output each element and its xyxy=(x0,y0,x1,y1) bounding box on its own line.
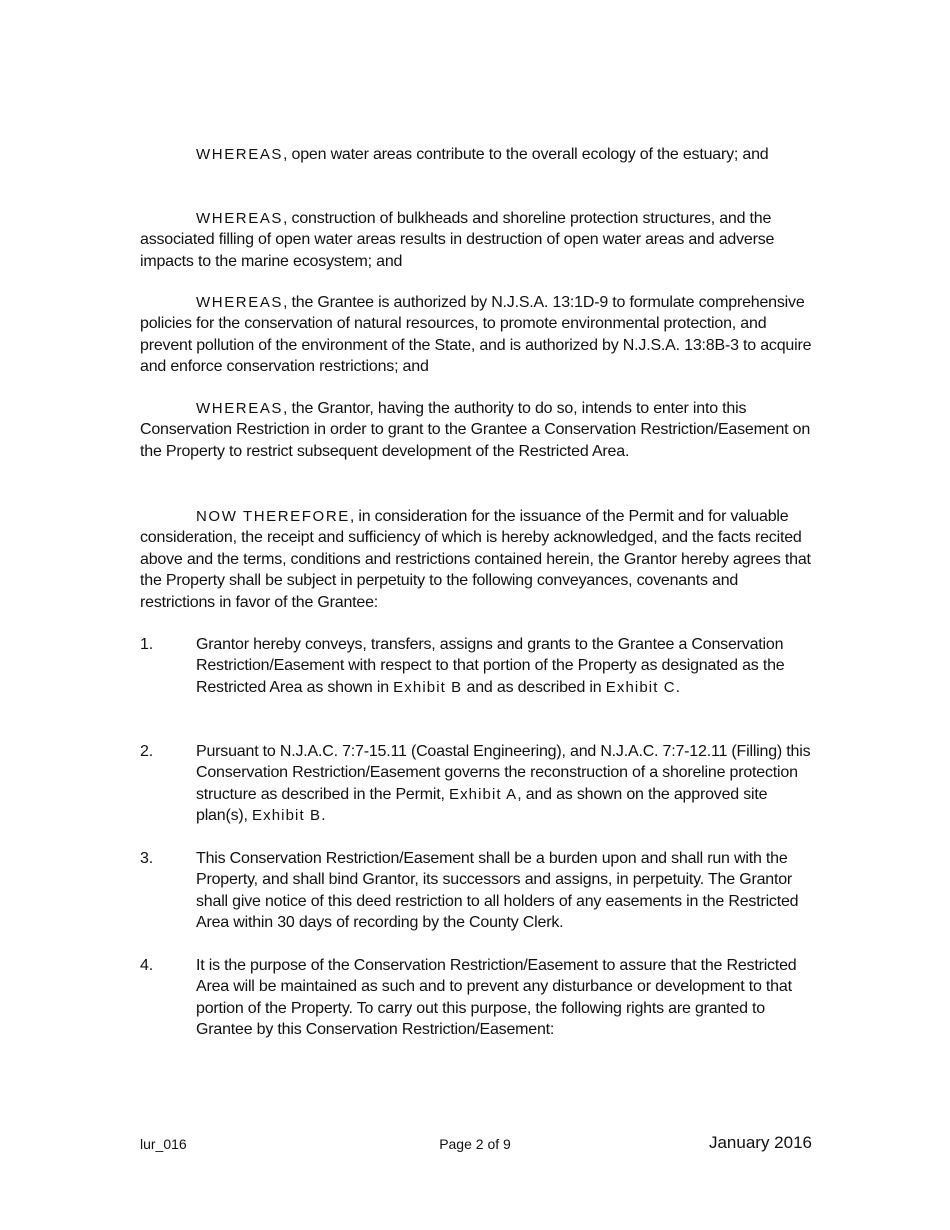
exhibit-reference: Exhibit B xyxy=(393,678,463,696)
paragraph-text: , in consideration for the issuance of the Permit and for valuable consideration, the receipt and sufficiency of which is hereby acknowledged, and the facts recited above and the terms, conditions and restrictions contained herein, the Grantor hereby agrees that the Property shall be subject in perpetuity to the following conveyances, covenants and restrictions in favor of the Grantee: xyxy=(140,508,811,611)
item-text xyxy=(196,634,812,698)
footer-doc-code: lur_016 xyxy=(140,1136,187,1152)
whereas-keyword: WHEREAS xyxy=(196,294,284,311)
whereas-paragraph xyxy=(140,292,812,378)
item-text-part: . xyxy=(675,678,680,696)
now-therefore-paragraph xyxy=(140,506,812,613)
now-therefore-keyword: NOW THEREFORE xyxy=(196,508,350,525)
exhibit-reference: Exhibit A xyxy=(448,785,518,803)
footer-page-number: Page 2 of 9 xyxy=(439,1136,511,1152)
whereas-keyword: WHEREAS xyxy=(196,146,284,163)
paragraph-text: , open water areas contribute to the overall ecology of the estuary; and xyxy=(283,146,769,163)
whereas-paragraph xyxy=(140,144,812,165)
item-text-part: Pursuant to N.J.A.C. 7:7-15.11 (Coastal Engineering), and N.J.A.C. 7:7-12.11 (Filling) this Conservation Restriction/Easement governs the reconstruction of a shoreline protection structure as described in the Permit, xyxy=(196,743,811,803)
footer-date: January 2016 xyxy=(708,1133,812,1152)
exhibit-reference: Exhibit B xyxy=(252,807,322,825)
paragraph-text: , the Grantee is authorized by N.J.S.A. 13:1D-9 to formulate comprehensive policies for the conservation of natural resources, to promote environmental protection, and prevent pollution of the environment of the State, and is authorized by N.J.S.A. 13:8B-3 to acquire and enforce conservation restrictions; and xyxy=(140,294,812,376)
item-text: This Conservation Restriction/Easement shall be a burden upon and shall run with the Property, and shall bind Grantor, its successors and assigns, in perpetuity. The Grantor shall give notice of this deed restriction to all holders of any easements in the Restricted Area within 30 days of recording by the County Clerk. xyxy=(196,850,799,932)
item-number: 2. xyxy=(140,743,153,760)
item-text-part: , and as shown on the approved site plan(s), xyxy=(196,785,768,825)
item-text xyxy=(196,741,812,827)
item-text-part: . xyxy=(321,807,326,825)
exhibit-reference: Exhibit C xyxy=(605,678,676,696)
item-number: 1. xyxy=(140,636,153,653)
item-text: It is the purpose of the Conservation Restriction/Easement to assure that the Restricted Area will be maintained as such and to prevent any disturbance or development to that portion of the Property. To carry out this purpose, the following rights are granted to Grantee by this Conservation Restriction/Easement: xyxy=(196,957,797,1039)
whereas-paragraph xyxy=(140,208,812,272)
item-text-part: and as described in xyxy=(462,678,606,696)
paragraph-text: , the Grantor, having the authority to do so, intends to enter into this Conservation Restriction in order to grant to the Grantee a Conservation Restriction/Easement on the Property to restrict subsequent development of the Restricted Area. xyxy=(140,400,811,460)
item-number: 3. xyxy=(140,850,153,867)
item-text-part: Grantor hereby conveys, transfers, assigns and grants to the Grantee a Conservation Restriction/Easement with respect to that portion of the Property as designated as the Restricted Area as shown in xyxy=(196,636,785,696)
whereas-keyword: WHEREAS xyxy=(196,210,284,227)
item-number: 4. xyxy=(140,957,153,974)
paragraph-text: , construction of bulkheads and shoreline protection structures, and the associated filling of open water areas results in destruction of open water areas and adverse impacts to the marine ecosystem; and xyxy=(140,210,775,270)
whereas-paragraph xyxy=(140,398,812,462)
whereas-keyword: WHEREAS xyxy=(196,400,284,417)
